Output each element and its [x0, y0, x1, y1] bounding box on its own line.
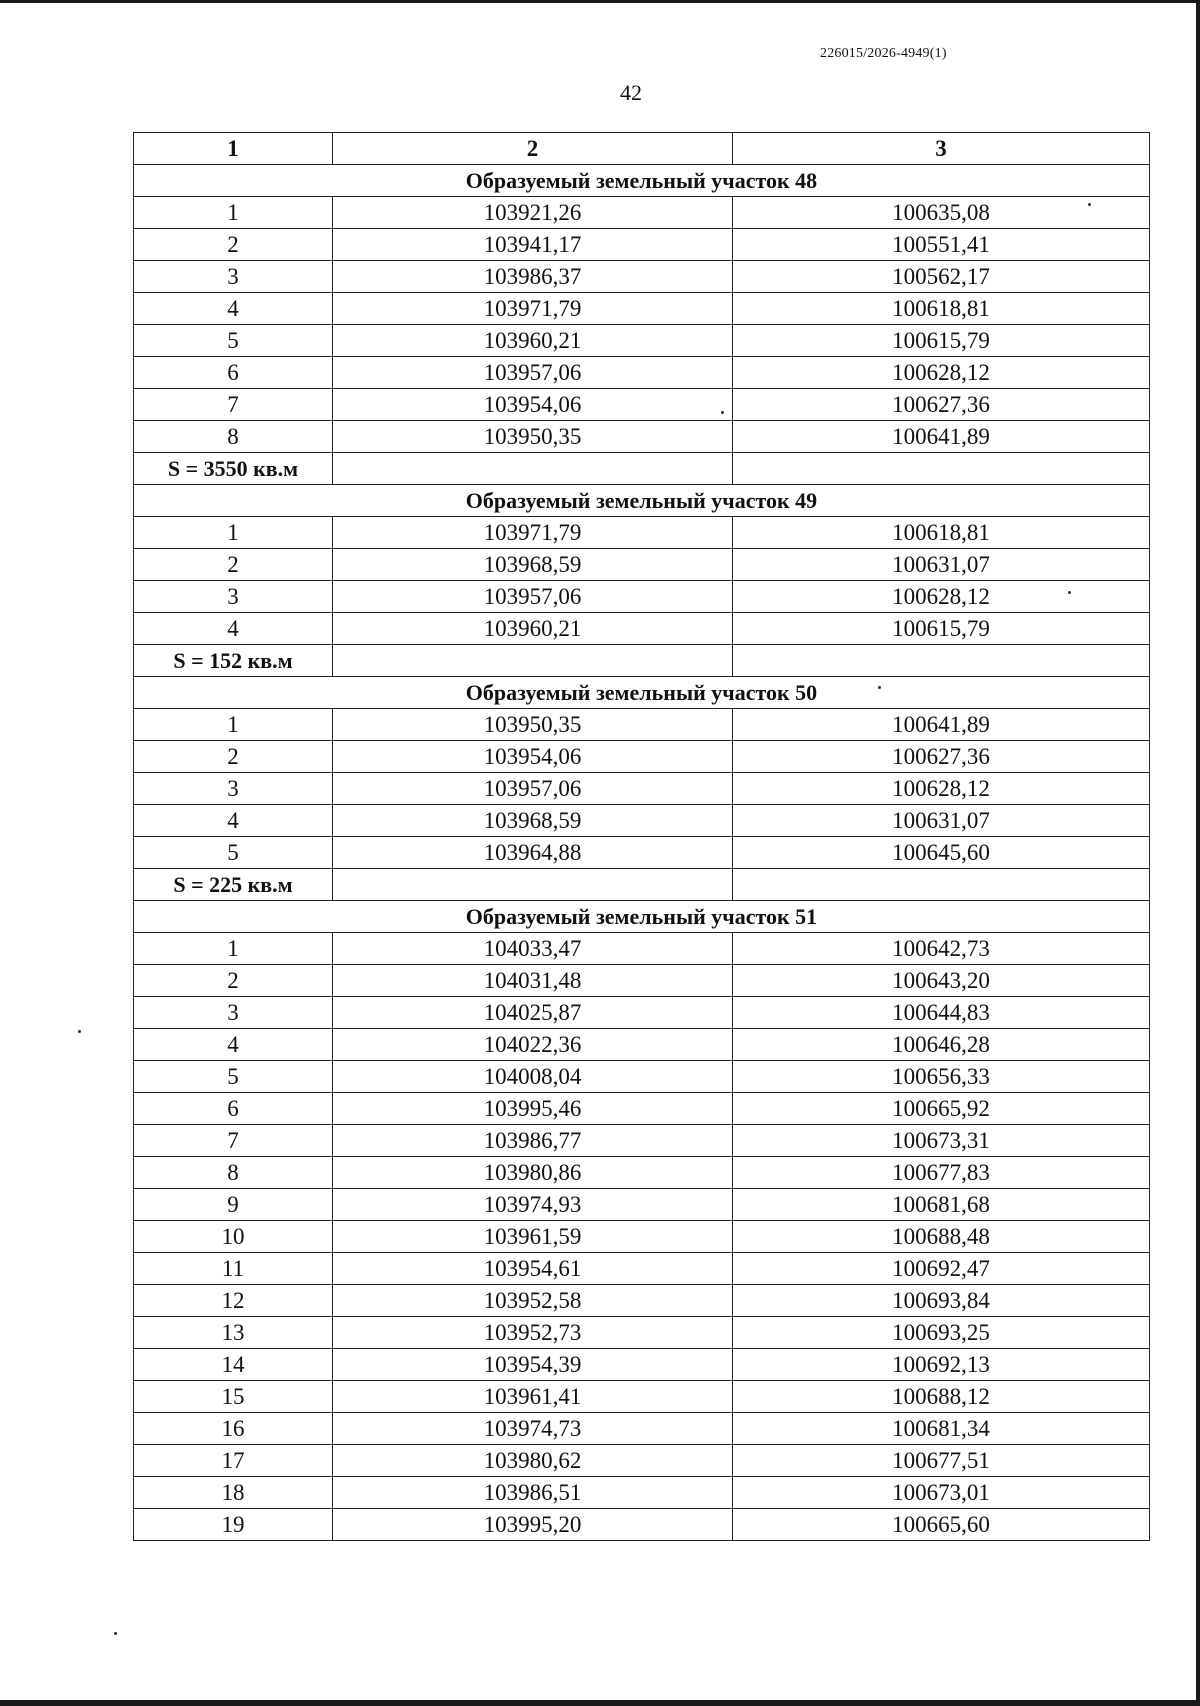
x-coordinate-cell: 103952,73: [333, 1317, 733, 1349]
x-coordinate-cell: 103954,61: [333, 1253, 733, 1285]
area-empty-cell: [733, 869, 1150, 901]
y-coordinate-cell: 100646,28: [733, 1029, 1150, 1061]
area-row: [134, 869, 1150, 901]
table-row: [134, 261, 1150, 293]
x-coordinate-cell: 103941,17: [333, 229, 733, 261]
area-label: S = 225 кв.м: [134, 869, 333, 901]
point-number-cell: 19: [134, 1509, 333, 1541]
point-number-cell: 2: [134, 741, 333, 773]
table-row: [134, 1509, 1150, 1541]
y-coordinate-cell: 100642,73: [733, 933, 1150, 965]
table-row: [134, 229, 1150, 261]
table-row: [134, 1093, 1150, 1125]
x-coordinate-cell: 104031,48: [333, 965, 733, 997]
table-row: [134, 357, 1150, 389]
x-coordinate-cell: 103950,35: [333, 709, 733, 741]
x-coordinate-cell: 103995,46: [333, 1093, 733, 1125]
table-row: [134, 1445, 1150, 1477]
x-coordinate-cell: 103921,26: [333, 197, 733, 229]
y-coordinate-cell: 100615,79: [733, 325, 1150, 357]
table-row: [134, 293, 1150, 325]
scan-speck: [78, 1030, 81, 1033]
table-row: [134, 741, 1150, 773]
point-number-cell: 13: [134, 1317, 333, 1349]
y-coordinate-cell: 100665,60: [733, 1509, 1150, 1541]
y-coordinate-cell: 100645,60: [733, 837, 1150, 869]
y-coordinate-cell: 100692,47: [733, 1253, 1150, 1285]
point-number-cell: 2: [134, 965, 333, 997]
point-number-cell: 11: [134, 1253, 333, 1285]
point-number-cell: 3: [134, 773, 333, 805]
scan-speck: [878, 686, 881, 689]
point-number-cell: 4: [134, 293, 333, 325]
table-row: [134, 1285, 1150, 1317]
point-number-cell: 4: [134, 1029, 333, 1061]
y-coordinate-cell: 100628,12: [733, 357, 1150, 389]
y-coordinate-cell: 100631,07: [733, 549, 1150, 581]
x-coordinate-cell: 103986,51: [333, 1477, 733, 1509]
x-coordinate-cell: 103950,35: [333, 421, 733, 453]
table-row: [134, 837, 1150, 869]
x-coordinate-cell: 103974,73: [333, 1413, 733, 1445]
x-coordinate-cell: 103995,20: [333, 1509, 733, 1541]
x-coordinate-cell: 103960,21: [333, 613, 733, 645]
point-number-cell: 5: [134, 837, 333, 869]
table-body: [134, 165, 1150, 1541]
x-coordinate-cell: 103957,06: [333, 581, 733, 613]
section-title-row: [134, 165, 1150, 197]
table-row: [134, 389, 1150, 421]
y-coordinate-cell: 100688,48: [733, 1221, 1150, 1253]
x-coordinate-cell: 103957,06: [333, 357, 733, 389]
table-row: [134, 1349, 1150, 1381]
x-coordinate-cell: 104033,47: [333, 933, 733, 965]
point-number-cell: 6: [134, 1093, 333, 1125]
scan-speck: [114, 1632, 117, 1635]
area-empty-cell: [333, 869, 733, 901]
table-row: [134, 1061, 1150, 1093]
y-coordinate-cell: 100641,89: [733, 421, 1150, 453]
section-title: Образуемый земельный участок 50: [134, 677, 1150, 709]
point-number-cell: 1: [134, 709, 333, 741]
point-number-cell: 14: [134, 1349, 333, 1381]
x-coordinate-cell: 103980,62: [333, 1445, 733, 1477]
scan-speck: [1088, 203, 1091, 206]
table-row: [134, 1381, 1150, 1413]
y-coordinate-cell: 100688,12: [733, 1381, 1150, 1413]
y-coordinate-cell: 100628,12: [733, 581, 1150, 613]
point-number-cell: 10: [134, 1221, 333, 1253]
y-coordinate-cell: 100677,83: [733, 1157, 1150, 1189]
point-number-cell: 5: [134, 325, 333, 357]
table-row: [134, 933, 1150, 965]
table-row: [134, 1157, 1150, 1189]
point-number-cell: 2: [134, 549, 333, 581]
table-row: [134, 709, 1150, 741]
area-empty-cell: [333, 453, 733, 485]
y-coordinate-cell: 100681,68: [733, 1189, 1150, 1221]
table-row: [134, 773, 1150, 805]
x-coordinate-cell: 103974,93: [333, 1189, 733, 1221]
y-coordinate-cell: 100656,33: [733, 1061, 1150, 1093]
point-number-cell: 6: [134, 357, 333, 389]
y-coordinate-cell: 100618,81: [733, 293, 1150, 325]
section-title-row: [134, 901, 1150, 933]
table-row: [134, 421, 1150, 453]
y-coordinate-cell: 100677,51: [733, 1445, 1150, 1477]
y-coordinate-cell: 100615,79: [733, 613, 1150, 645]
y-coordinate-cell: 100635,08: [733, 197, 1150, 229]
scan-edge-bottom: [0, 1700, 1200, 1706]
point-number-cell: 7: [134, 389, 333, 421]
area-empty-cell: [733, 453, 1150, 485]
x-coordinate-cell: 103986,77: [333, 1125, 733, 1157]
scan-edge-top: [0, 0, 1200, 3]
x-coordinate-cell: 104022,36: [333, 1029, 733, 1061]
x-coordinate-cell: 103954,06: [333, 389, 733, 421]
section-title: Образуемый земельный участок 49: [134, 485, 1150, 517]
area-label: S = 152 кв.м: [134, 645, 333, 677]
area-empty-cell: [333, 645, 733, 677]
x-coordinate-cell: 103954,39: [333, 1349, 733, 1381]
scan-edge-right: [1196, 0, 1200, 1706]
table-row: [134, 581, 1150, 613]
x-coordinate-cell: 103968,59: [333, 549, 733, 581]
y-coordinate-cell: 100693,25: [733, 1317, 1150, 1349]
table-row: [134, 1477, 1150, 1509]
x-coordinate-cell: 103960,21: [333, 325, 733, 357]
point-number-cell: 1: [134, 197, 333, 229]
table-row: [134, 613, 1150, 645]
x-coordinate-cell: 103971,79: [333, 293, 733, 325]
x-coordinate-cell: 104008,04: [333, 1061, 733, 1093]
column-header-x: 2: [333, 133, 733, 165]
x-coordinate-cell: 103954,06: [333, 741, 733, 773]
x-coordinate-cell: 103964,88: [333, 837, 733, 869]
x-coordinate-cell: 103968,59: [333, 805, 733, 837]
point-number-cell: 2: [134, 229, 333, 261]
y-coordinate-cell: 100693,84: [733, 1285, 1150, 1317]
scan-speck: [721, 411, 724, 414]
table-row: [134, 1125, 1150, 1157]
table-row: [134, 1221, 1150, 1253]
y-coordinate-cell: 100692,13: [733, 1349, 1150, 1381]
y-coordinate-cell: 100665,92: [733, 1093, 1150, 1125]
y-coordinate-cell: 100627,36: [733, 389, 1150, 421]
page-number: 42: [620, 80, 642, 105]
area-row: [134, 645, 1150, 677]
table-row: [134, 1189, 1150, 1221]
coordinates-table: [133, 132, 1150, 1541]
point-number-cell: 4: [134, 613, 333, 645]
table-row: [134, 325, 1150, 357]
table-row: [134, 1253, 1150, 1285]
table-row: [134, 517, 1150, 549]
x-coordinate-cell: 103986,37: [333, 261, 733, 293]
x-coordinate-cell: 103957,06: [333, 773, 733, 805]
table-row: [134, 1413, 1150, 1445]
point-number-cell: 3: [134, 997, 333, 1029]
table-row: [134, 197, 1150, 229]
section-title-row: [134, 485, 1150, 517]
section-title-row: [134, 677, 1150, 709]
table-row: [134, 1029, 1150, 1061]
x-coordinate-cell: 103952,58: [333, 1285, 733, 1317]
table-row: [134, 1317, 1150, 1349]
point-number-cell: 1: [134, 517, 333, 549]
y-coordinate-cell: 100631,07: [733, 805, 1150, 837]
area-row: [134, 453, 1150, 485]
y-coordinate-cell: 100641,89: [733, 709, 1150, 741]
table-header-row: [134, 133, 1150, 165]
area-label: S = 3550 кв.м: [134, 453, 333, 485]
x-coordinate-cell: 103971,79: [333, 517, 733, 549]
scan-speck: [1068, 591, 1071, 594]
table-row: [134, 965, 1150, 997]
section-title: Образуемый земельный участок 51: [134, 901, 1150, 933]
point-number-cell: 18: [134, 1477, 333, 1509]
point-number-cell: 3: [134, 581, 333, 613]
point-number-cell: 15: [134, 1381, 333, 1413]
area-empty-cell: [733, 645, 1150, 677]
table-row: [134, 549, 1150, 581]
x-coordinate-cell: 104025,87: [333, 997, 733, 1029]
y-coordinate-cell: 100562,17: [733, 261, 1150, 293]
x-coordinate-cell: 103961,41: [333, 1381, 733, 1413]
point-number-cell: 8: [134, 1157, 333, 1189]
y-coordinate-cell: 100644,83: [733, 997, 1150, 1029]
y-coordinate-cell: 100673,01: [733, 1477, 1150, 1509]
y-coordinate-cell: 100627,36: [733, 741, 1150, 773]
column-header-y: 3: [733, 133, 1150, 165]
point-number-cell: 9: [134, 1189, 333, 1221]
y-coordinate-cell: 100681,34: [733, 1413, 1150, 1445]
x-coordinate-cell: 103980,86: [333, 1157, 733, 1189]
point-number-cell: 8: [134, 421, 333, 453]
table-row: [134, 805, 1150, 837]
y-coordinate-cell: 100673,31: [733, 1125, 1150, 1157]
point-number-cell: 7: [134, 1125, 333, 1157]
point-number-cell: 12: [134, 1285, 333, 1317]
y-coordinate-cell: 100551,41: [733, 229, 1150, 261]
point-number-cell: 1: [134, 933, 333, 965]
section-title: Образуемый земельный участок 48: [134, 165, 1150, 197]
point-number-cell: 16: [134, 1413, 333, 1445]
point-number-cell: 4: [134, 805, 333, 837]
y-coordinate-cell: 100628,12: [733, 773, 1150, 805]
point-number-cell: 5: [134, 1061, 333, 1093]
y-coordinate-cell: 100618,81: [733, 517, 1150, 549]
point-number-cell: 17: [134, 1445, 333, 1477]
point-number-cell: 3: [134, 261, 333, 293]
column-header-point: 1: [134, 133, 333, 165]
table-row: [134, 997, 1150, 1029]
x-coordinate-cell: 103961,59: [333, 1221, 733, 1253]
document-registration-number: 226015/2026-4949(1): [820, 46, 947, 61]
y-coordinate-cell: 100643,20: [733, 965, 1150, 997]
